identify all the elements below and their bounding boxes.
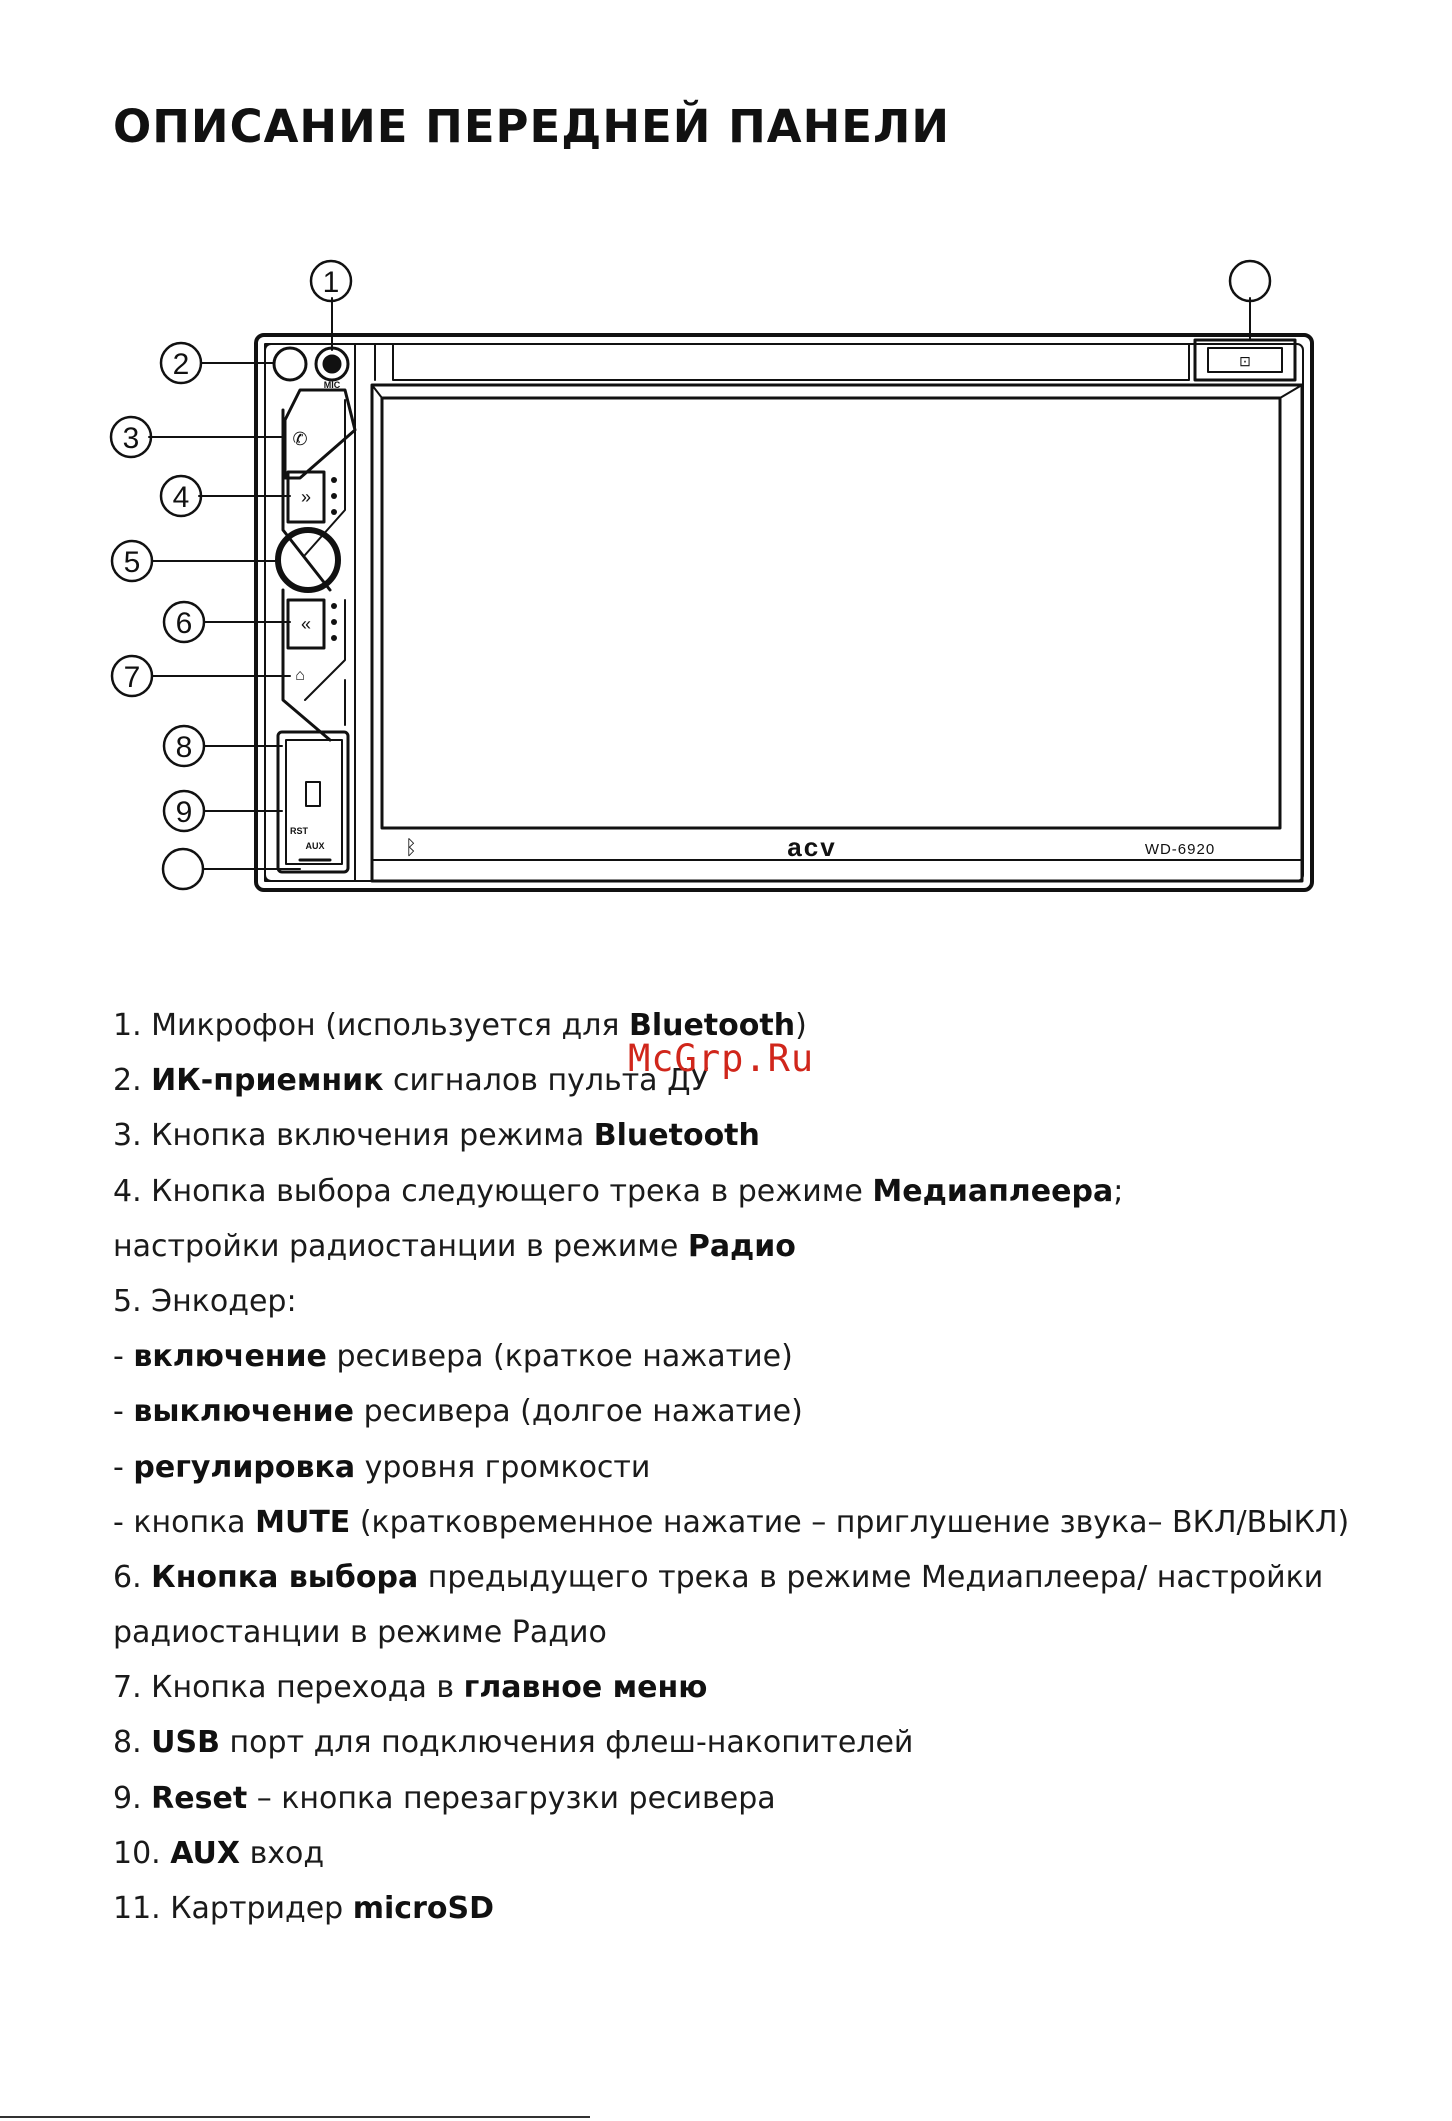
description-bold-text: USB xyxy=(151,1725,221,1761)
callout-7-number: 7 xyxy=(123,661,141,694)
ir-receiver xyxy=(274,348,306,380)
chassis-outline xyxy=(256,335,1312,890)
description-line xyxy=(113,1495,1433,1550)
description-bold-text: Reset xyxy=(151,1780,248,1816)
callout-3-number: 3 xyxy=(122,422,140,455)
svg-text:«: « xyxy=(300,614,312,634)
description-bold-text: AUX xyxy=(170,1835,241,1871)
screen-frame xyxy=(372,385,1302,881)
description-line xyxy=(113,1605,1433,1660)
description-text: ресивера (краткое нажатие) xyxy=(326,1339,793,1375)
svg-text:⌂: ⌂ xyxy=(295,667,305,684)
description-bold-text: Bluetooth xyxy=(628,1008,796,1043)
description-text: 7. Кнопка перехода в xyxy=(113,1670,464,1706)
disc-slot xyxy=(393,344,1189,380)
description-text: - xyxy=(113,1339,134,1375)
description-text: 4. Кнопка выбора следующего трека в режиме xyxy=(113,1173,873,1209)
description-bold-text: ИК-приемник xyxy=(151,1063,384,1099)
mic-label: MIC xyxy=(323,380,341,390)
callout-6-number: 6 xyxy=(175,607,193,640)
description-text: порт для подключения флеш-накопителей xyxy=(220,1725,914,1761)
description-bold-text: MUTE xyxy=(255,1504,351,1540)
description-bold-text: выключение xyxy=(133,1394,355,1430)
description-text: 11. Картридер xyxy=(113,1891,353,1926)
description-bold-text: Bluetooth xyxy=(593,1118,760,1154)
description-text: - кнопка xyxy=(113,1504,256,1540)
watermark: McGrp.Ru xyxy=(628,1037,815,1080)
description-text: сигналов пульта ДУ xyxy=(383,1063,709,1099)
svg-text:»: » xyxy=(300,487,312,507)
description-line xyxy=(113,1660,1433,1715)
callout-8-number: 8 xyxy=(175,731,193,764)
description-text: 8. xyxy=(113,1725,152,1761)
svg-text:⊡: ⊡ xyxy=(1239,353,1251,369)
description-line xyxy=(113,1826,1433,1881)
description-text: уровня громкости xyxy=(355,1449,651,1485)
description-text: 1. Микрофон (используется для xyxy=(113,1008,629,1043)
aux-label: AUX xyxy=(305,841,325,851)
callout-10 xyxy=(163,849,203,889)
description-text: 10. xyxy=(113,1835,171,1871)
front-panel-diagram xyxy=(0,0,1452,960)
description-line xyxy=(113,1329,1433,1384)
description-text: настройки радиостанции в режиме xyxy=(113,1228,688,1264)
screen xyxy=(382,398,1280,828)
description-text: предыдущего трека в режиме Медиаплеера/ настройки xyxy=(418,1559,1324,1595)
description-line xyxy=(113,1164,1433,1219)
description-list xyxy=(113,998,1433,1936)
description-line xyxy=(113,1771,1433,1826)
svg-text:✆: ✆ xyxy=(292,429,308,449)
description-text: - xyxy=(113,1394,134,1430)
description-text: – кнопка перезагрузки ресивера xyxy=(247,1780,776,1816)
description-text: вход xyxy=(240,1835,325,1871)
model-label: WD-6920 xyxy=(1144,841,1216,858)
description-bold-text: Медиаплеера xyxy=(872,1173,1114,1209)
description-text: 6. xyxy=(113,1559,152,1595)
brand-logo: acv xyxy=(787,832,837,862)
bluetooth-icon: ᛒ xyxy=(405,837,417,859)
description-bold-text: регулировка xyxy=(133,1449,356,1485)
description-line xyxy=(113,1274,1433,1329)
description-bold-text: Кнопка выбора xyxy=(151,1559,419,1595)
description-text: (кратковременное нажатие – приглушение звука– ВКЛ/ВЫКЛ) xyxy=(350,1504,1350,1540)
description-bold-text: Радио xyxy=(687,1228,796,1264)
callout-1-number: 1 xyxy=(322,266,340,299)
description-text: 5. Энкодер: xyxy=(113,1283,297,1319)
description-line xyxy=(113,1881,1433,1936)
description-text: 9. xyxy=(113,1780,152,1816)
callout-11 xyxy=(1230,261,1270,301)
description-line xyxy=(113,1384,1433,1439)
description-text: 3. Кнопка включения режима xyxy=(113,1118,594,1154)
description-line xyxy=(113,1550,1433,1605)
page-title: ОПИСАНИЕ ПЕРЕДНЕЙ ПАНЕЛИ xyxy=(113,100,951,153)
description-bold-text: главное меню xyxy=(463,1670,708,1706)
description-line xyxy=(113,1715,1433,1770)
description-text: радиостанции в режиме Радио xyxy=(113,1615,607,1651)
description-bold-text: microSD xyxy=(352,1891,495,1926)
description-line xyxy=(113,1108,1433,1163)
callout-2-number: 2 xyxy=(172,348,190,381)
description-line xyxy=(113,1440,1433,1495)
description-line xyxy=(113,1219,1433,1274)
rst-label: RST xyxy=(290,826,308,836)
callout-4-number: 4 xyxy=(172,481,190,514)
bottom-rule xyxy=(0,2116,590,2118)
description-bold-text: включение xyxy=(133,1339,327,1375)
description-text: ресивера (долгое нажатие) xyxy=(354,1394,803,1430)
callout-5-number: 5 xyxy=(123,546,141,579)
description-text: 2. xyxy=(113,1063,152,1099)
callout-9-number: 9 xyxy=(175,796,193,829)
usb-module xyxy=(278,732,348,872)
description-text: ) xyxy=(795,1008,807,1043)
description-text: ; xyxy=(1113,1173,1124,1209)
description-text: - xyxy=(113,1449,134,1485)
